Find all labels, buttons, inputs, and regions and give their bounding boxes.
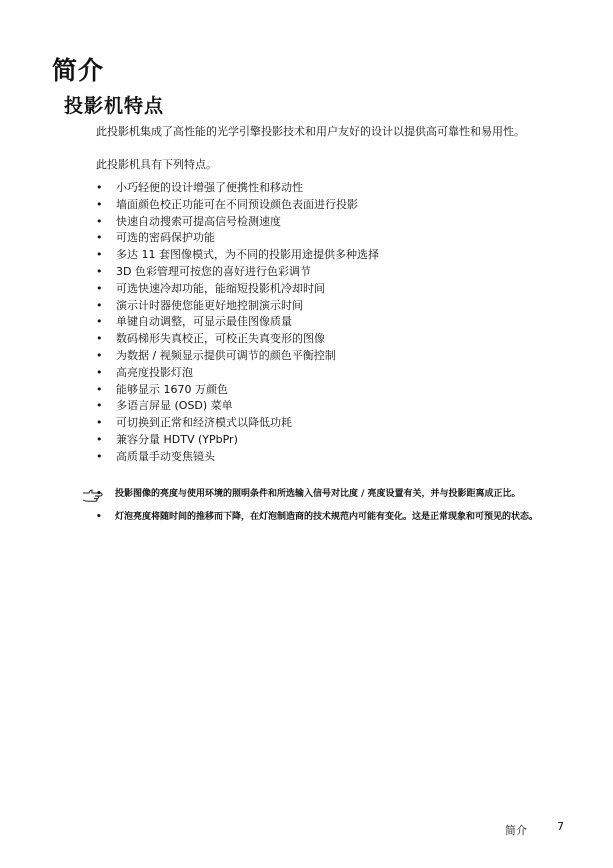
bullet-icon: • [96,264,103,278]
list-item [96,180,379,197]
feature-text: 多达 11 套图像模式，为不同的投影用途提供多种选择 [116,248,379,262]
list-item [96,331,379,348]
intro-paragraph-2: 此投影机具有下列特点。 [96,158,217,171]
list-item [96,314,379,331]
list-item [96,298,379,315]
feature-heading: 投影机特点 [64,95,165,117]
bullet-icon: • [96,231,103,245]
feature-text: 高质量手动变焦镜头 [116,449,215,463]
feature-text: 可切换到正常和经济模式以降低功耗 [116,416,292,430]
feature-text: 小巧轻便的设计增强了便携性和移动性 [116,181,303,194]
bullet-icon: • [96,248,103,262]
bullet-icon: • [96,197,103,211]
bullet-icon: • [96,281,103,295]
bullet-icon: • [96,399,103,413]
bullet-icon: • [96,181,103,194]
list-item [96,214,379,231]
bullet-icon: • [96,511,102,522]
list-item [96,398,379,415]
feature-text: 兼容分量 HDTV (YPbPr) [116,432,238,446]
feature-text: 高亮度投影灯泡 [116,365,193,379]
footer-section-label: 简介 [505,824,527,837]
list-item [96,449,379,466]
feature-text: 3D 色彩管理可按您的喜好进行色彩调节 [116,264,311,278]
bullet-icon: • [96,214,103,228]
bullet-icon: • [96,489,102,499]
list-item [96,348,379,365]
feature-text: 可选快速冷却功能，能缩短投影机冷却时间 [116,281,325,295]
note-text: 投影图像的亮度与使用环境的照明条件和所选输入信号对比度 / 亮度设置有关，并与投影距离成正比。 [115,489,521,499]
note-item [82,488,552,501]
bullet-icon: • [96,298,103,312]
page-number: 7 [557,820,564,833]
list-item [96,432,379,449]
list-item [96,264,379,281]
feature-text: 快速自动搜索可提高信号检测速度 [116,214,281,228]
list-item [96,415,379,432]
feature-text: 数码梯形失真校正，可校正失真变形的图像 [116,332,325,346]
note-item [82,511,552,524]
feature-text: 演示计时器使您能更好地控制演示时间 [116,298,303,312]
note-text: 灯泡亮度将随时间的推移而下降，在灯泡制造商的技术规范内可能有变化。这是正常现象和可预见的状态。 [115,511,539,522]
feature-text: 可选的密码保护功能 [116,231,215,245]
bullet-icon: • [96,416,103,430]
list-item [96,247,379,264]
intro-paragraph: 此投影机集成了高性能的光学引擎投影技术和用户友好的设计以提供高可靠性和易用性。 [96,125,525,138]
section-title: 简介 [52,56,105,85]
list-item [96,197,379,214]
bullet-icon: • [96,348,103,362]
notes-list [82,488,552,523]
bullet-icon: • [96,449,103,463]
feature-text: 能够显示 1670 万颜色 [116,382,228,396]
feature-list [96,180,379,466]
feature-text: 墙面颜色校正功能可在不同预设颜色表面进行投影 [116,197,358,211]
feature-text: 多语言屏显 (OSD) 菜单 [116,399,233,413]
bullet-icon: • [96,382,103,396]
bullet-icon: • [96,365,103,379]
bullet-icon: • [96,432,103,446]
list-item [96,230,379,247]
feature-text: 为数据 / 视频显示提供可调节的颜色平衡控制 [116,348,336,362]
notes-block [82,488,552,533]
list-item [96,281,379,298]
feature-text: 单键自动调整，可显示最佳图像质量 [116,315,292,329]
list-item [96,382,379,399]
list-item [96,365,379,382]
bullet-icon: • [96,332,103,346]
bullet-icon: • [96,315,103,329]
